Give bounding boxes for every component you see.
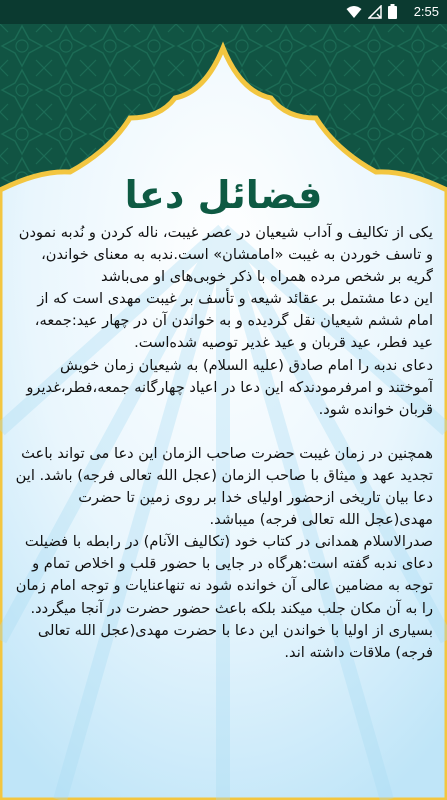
battery-icon xyxy=(388,4,397,19)
page-title: فضائل دعا xyxy=(124,173,323,218)
paragraph: صدرالاسلام همدانی در کتاب خود (تکالیف الآنام) در رابطه با فضیلت دعای ندبه گفته است:هرگاه در جایی با حضور قلب و اخلاص تمام و توجه به مضامین عالی آن خوانده شود نه تنهاعنایات و توجه امام زمان را به آن مکان جلب میکند بلکه باعث حضور حضرت در آنجا میگردد. xyxy=(15,533,433,617)
paragraph: این دعا مشتمل بر عقائد شیعه و تأسف بر غیبت مهدی است که از امام ششم شیعیان نقل گردیده و به خواندن آن در چهار عید:جمعه، عید فطر، عید قربان و عید غدیر توصیه شده‌است. xyxy=(34,290,433,352)
wifi-icon xyxy=(346,5,362,19)
article-body xyxy=(14,222,433,792)
status-bar xyxy=(0,0,447,24)
status-icons xyxy=(346,4,397,19)
no-signal-icon xyxy=(368,5,382,19)
paragraph: دعای ندبه را امام صادق (علیه السلام) به شیعیان زمان خویش آموختند و امرفرمودندکه این دعا در اعیاد چهارگانه جمعه،فطر،غدیرو قربان خوانده شود. xyxy=(26,356,433,418)
status-time: 2:55 xyxy=(413,4,439,19)
paragraph: بسیاری از اولیا با خواندن این دعا با حضرت مهدی(عجل الله تعالی فرجه) ملاقات داشته اند. xyxy=(37,621,433,661)
paragraph: همچنین در زمان غیبت حضرت صاحب الزمان این دعا می تواند باعث تجدید عهد و میثاق با صاحب الزمان (عجل الله تعالی فرجه) باشد. این دعا بیان تاریخی ازحضور اولیای خدا بر روی زمین تا حضرت مهدی(عجل الله تعالی فرجه) میباشد. xyxy=(15,444,433,529)
paragraph: یکی از تکالیف و آداب شیعیان در عصر غیبت، ناله کردن و نُدبه نمودن و تاسف خوردن به غیبت «امامشان» است.ندبه به معنای خواندن، گریه بر شخص مرده همراه با ذکر خوبی‌های او می‌باشد xyxy=(18,224,433,286)
